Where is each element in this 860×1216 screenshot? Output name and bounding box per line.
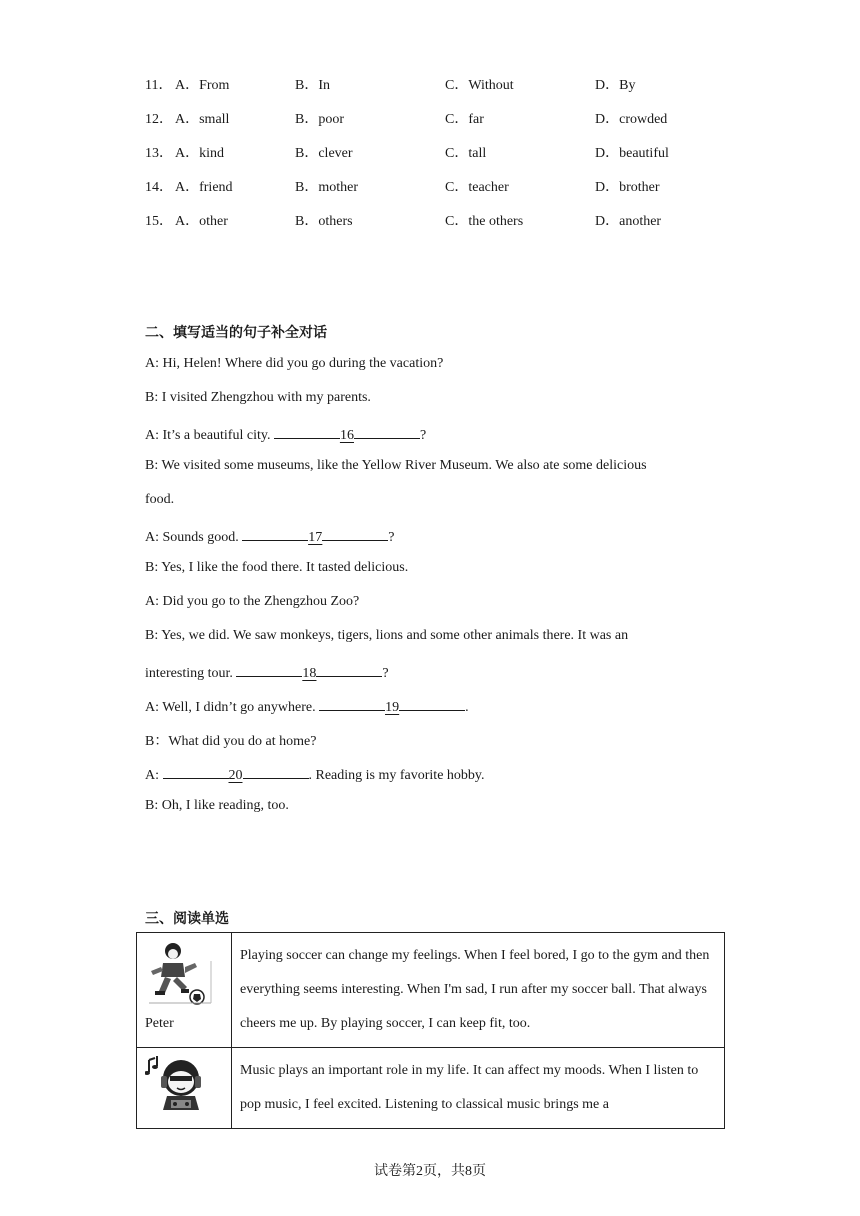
dialogue-line: A: Hi, Helen! Where did you go during the vacation? <box>145 356 444 371</box>
option-d: D．crowded <box>595 112 668 127</box>
option-c: C．Without <box>445 78 514 93</box>
blank-number: 20 <box>228 768 243 783</box>
option-b: B．poor <box>295 112 344 127</box>
option-d: D．brother <box>595 180 660 195</box>
option-a: A．friend <box>175 180 233 195</box>
option-c: C．far <box>445 112 484 127</box>
dialogue-line: B: We visited some museums, like the Yellow River Museum. We also ate some delicious <box>145 458 647 473</box>
music-listener-icon <box>145 1054 215 1116</box>
dialogue-line: B: Yes, I like the food there. It tasted delicious. <box>145 560 409 575</box>
question-number: 13． <box>145 146 173 161</box>
dialogue-text: ? <box>419 428 427 443</box>
question-number: 15． <box>145 214 173 229</box>
blank-number: 17 <box>308 530 323 545</box>
question-number: 11． <box>145 78 173 93</box>
blank-number: 19 <box>385 700 400 715</box>
option-c: C．the others <box>445 214 524 229</box>
option-b: B．clever <box>295 146 353 161</box>
answer-blank-18[interactable] <box>236 662 382 682</box>
section-heading: 二、填写适当的句子补全对话 <box>145 325 327 341</box>
passage-text: Music plays an important role in my life. It can affect my moods. When I listen to pop music, I feel excited. Listening to classical music brings me a <box>232 1048 725 1129</box>
option-b: B．others <box>295 214 353 229</box>
page-footer: 试卷第2页，共8页 <box>374 1164 486 1179</box>
dialogue-text: interesting tour. <box>145 666 237 681</box>
dialogue-text: ? <box>388 530 395 545</box>
question-number: 14． <box>145 180 173 195</box>
dialogue-line <box>145 424 426 444</box>
dialogue-line <box>145 526 394 546</box>
option-a: A．kind <box>175 146 224 161</box>
option-d: D．another <box>595 214 662 229</box>
option-c: C．tall <box>445 146 487 161</box>
dialogue-text: . <box>465 700 469 715</box>
answer-blank-20[interactable] <box>163 764 309 784</box>
person-cell <box>137 1048 232 1129</box>
dialogue-line <box>145 764 485 784</box>
option-a: A．From <box>175 78 230 93</box>
reading-table <box>136 932 725 1129</box>
option-b: B．mother <box>295 180 358 195</box>
table-row <box>137 1048 725 1129</box>
section-heading: 三、阅读单选 <box>145 911 229 927</box>
answer-blank-17[interactable] <box>242 526 388 546</box>
dialogue-text: A: Well, I didn’t go anywhere. <box>145 700 320 715</box>
dialogue-line: B: Oh, I like reading, too. <box>145 798 289 813</box>
dialogue-text: A: <box>145 768 163 783</box>
blank-number: 18 <box>302 666 317 681</box>
dialogue-line <box>145 696 469 716</box>
option-a: A．small <box>175 112 230 127</box>
dialogue-line: A: Did you go to the Zhengzhou Zoo? <box>145 594 360 609</box>
option-c: C．teacher <box>445 180 509 195</box>
passage-text: Playing soccer can change my feelings. When I feel bored, I go to the gym and then everything seems interesting. When I'm sad, I run after my soccer ball. That always cheers me up. By playing soccer, I can keep fit, too. <box>232 933 725 1048</box>
option-d: D．beautiful <box>595 146 669 161</box>
table-row <box>137 933 725 1048</box>
answer-blank-19[interactable] <box>319 696 465 716</box>
option-b: B．In <box>295 78 330 93</box>
dialogue-text: . Reading is my favorite hobby. <box>308 768 485 783</box>
dialogue-text: A: It’s a beautiful city. <box>145 428 274 443</box>
dialogue-text: ? <box>382 666 389 681</box>
dialogue-line: B：What did you do at home? <box>145 734 317 749</box>
person-cell <box>137 933 232 1048</box>
dialogue-text: A: Sounds good. <box>145 530 243 545</box>
soccer-player-icon <box>145 941 215 1007</box>
dialogue-line: food. <box>145 492 175 507</box>
person-name: Peter <box>145 1016 174 1031</box>
dialogue-line: B: Yes, we did. We saw monkeys, tigers, lions and some other animals there. It was an <box>145 628 629 643</box>
dialogue-line: B: I visited Zhengzhou with my parents. <box>145 390 371 405</box>
blank-number: 16 <box>339 428 354 443</box>
dialogue-line <box>145 662 389 682</box>
answer-blank-16[interactable] <box>274 424 420 444</box>
question-number: 12． <box>145 112 173 127</box>
option-a: A．other <box>175 214 228 229</box>
option-d: D．By <box>595 78 636 93</box>
